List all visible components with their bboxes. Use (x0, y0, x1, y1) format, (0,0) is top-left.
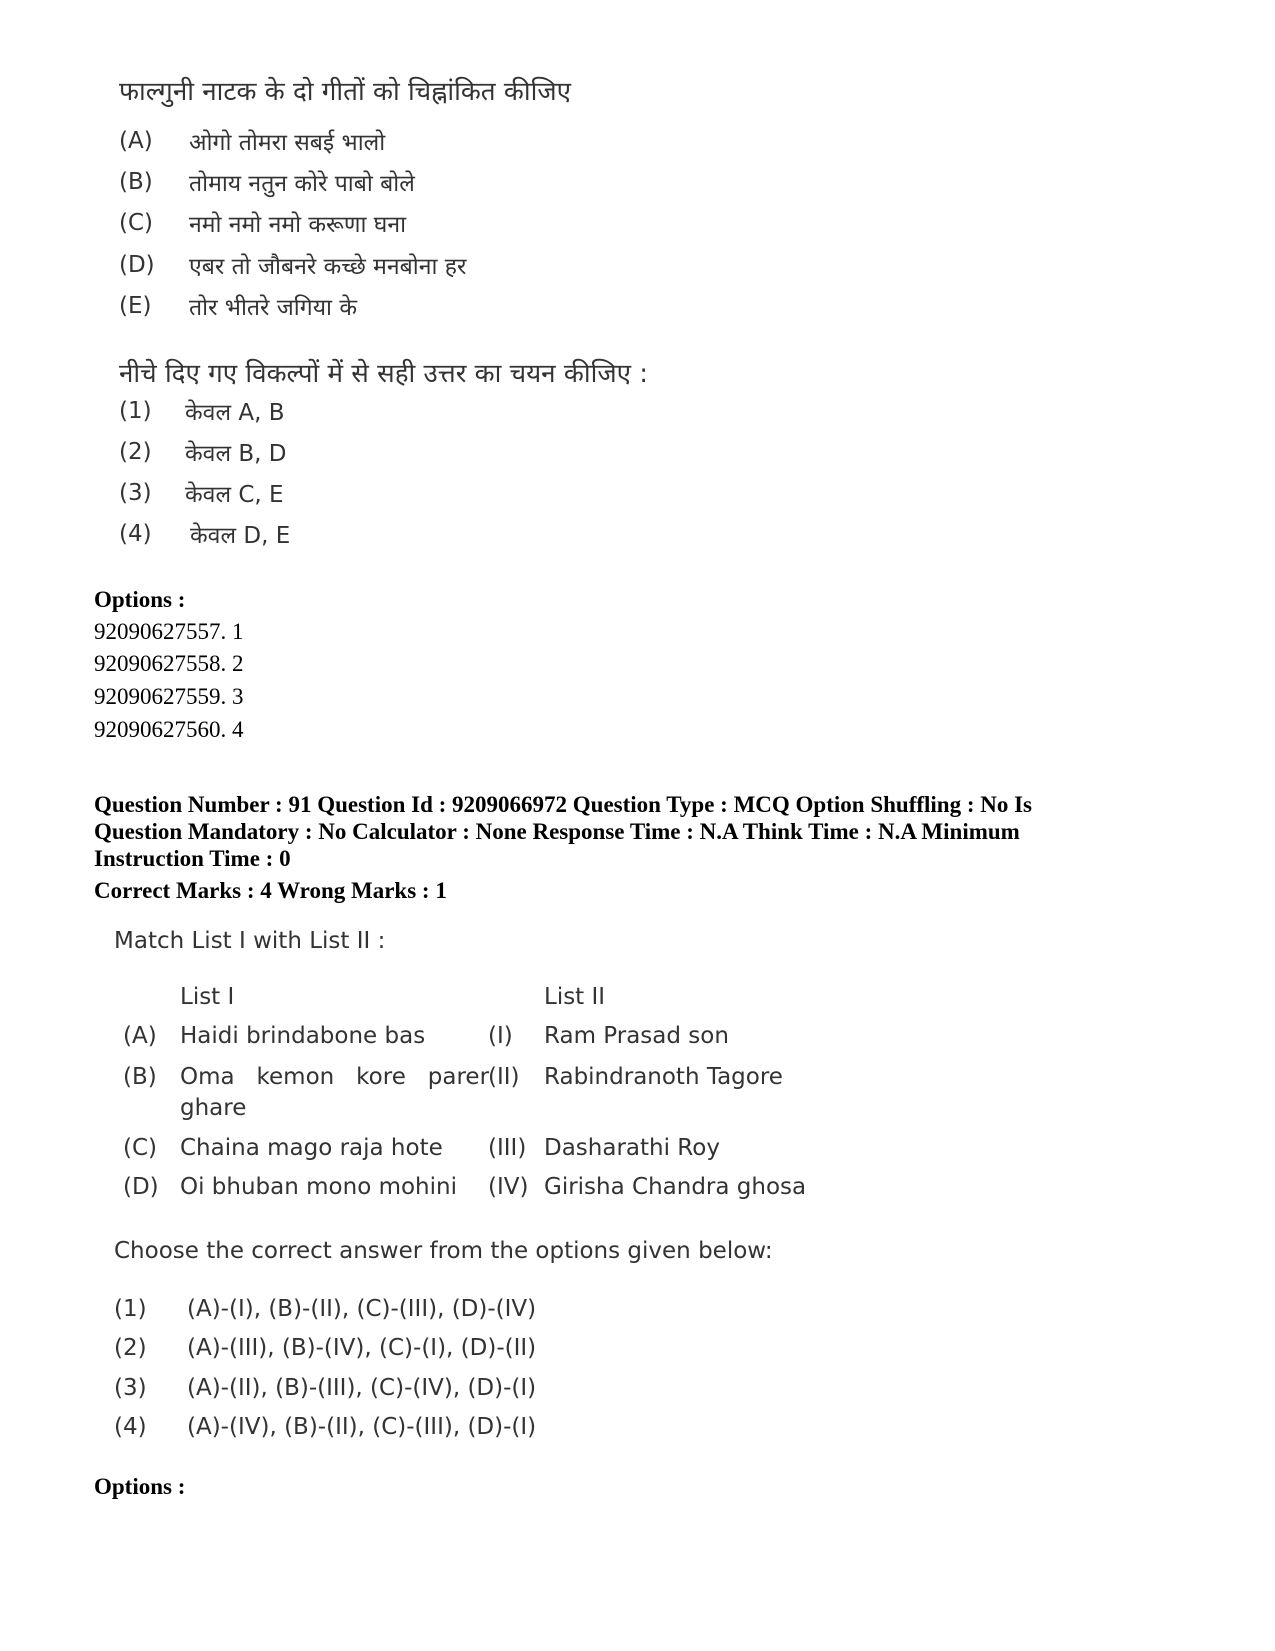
question-meta (94, 791, 1094, 872)
q90-item-text: तोमाय नतुन कोरे पाबो बोले (189, 171, 415, 197)
match-item-list2: Ram Prasad son (544, 1023, 729, 1049)
q91-choice-label: (3) (114, 1375, 147, 1401)
q91-choice-3 (114, 1371, 536, 1405)
q90-answer-3 (119, 476, 284, 510)
q91-choice-label: (1) (114, 1296, 147, 1322)
q90-item-text: ओगो तोमरा सबई भालो (189, 130, 386, 156)
list1-header: List I (180, 984, 235, 1010)
q91-choice-text: (A)-(IV), (B)-(II), (C)-(III), (D)-(I) (187, 1414, 537, 1440)
question-meta-line: Question Number : 91 Question Id : 9209066972 Question Type : MCQ Option Shuffling : No Is (94, 792, 1033, 817)
q91-title: Match List I with List II : (114, 928, 386, 954)
q90-answer-label: (1) (119, 398, 152, 424)
options-heading: Options : (94, 587, 186, 612)
q90-item-label: (A) (119, 128, 153, 154)
q91-choice-4 (114, 1410, 536, 1444)
match-label-list2: (II) (488, 1064, 520, 1090)
match-item-list1-cont: ghare (180, 1095, 247, 1121)
options-heading: Options : (94, 1474, 186, 1499)
match-label-list1: (C) (123, 1135, 158, 1161)
match-item-list2: Dasharathi Roy (544, 1135, 720, 1161)
q90-answer-text: केवल C, E (185, 482, 284, 508)
q90-item-e (119, 289, 357, 323)
match-label-list1: (D) (123, 1174, 159, 1200)
match-label-list2: (I) (488, 1023, 513, 1049)
match-label-list1: (B) (123, 1064, 157, 1090)
q90-item-a (119, 124, 385, 158)
q91-choice-label: (2) (114, 1335, 147, 1361)
q90-answer-label: (3) (119, 480, 152, 506)
match-item-list1: Oi bhuban mono mohini (180, 1174, 457, 1200)
match-item-list2: Girisha Chandra ghosa (544, 1174, 807, 1200)
question-marks: Correct Marks : 4 Wrong Marks : 1 (94, 878, 447, 903)
q90-answer-label: (2) (119, 439, 152, 465)
q91-choice-text: (A)-(I), (B)-(II), (C)-(III), (D)-(IV) (187, 1296, 537, 1322)
list2-header: List II (544, 984, 606, 1010)
q91-choice-label: (4) (114, 1414, 147, 1440)
q90-answer-label: (4) (119, 521, 152, 547)
q90-answer-text: केवल D, E (190, 523, 291, 549)
option-line: 92090627557. 1 (94, 619, 244, 644)
q90-item-text: नमो नमो नमो करूणा घना (189, 212, 407, 238)
match-label-list2: (III) (488, 1135, 527, 1161)
q91-choice-1 (114, 1292, 536, 1326)
q90-answer-2 (119, 435, 286, 469)
match-label-list2: (IV) (488, 1174, 529, 1200)
q91-choice-text: (A)-(II), (B)-(III), (C)-(IV), (D)-(I) (187, 1375, 537, 1401)
question-meta-line: Question Mandatory : No Calculator : None Response Time : N.A Think Time : N.A Minimum (94, 819, 1020, 844)
option-line: 92090627560. 4 (94, 717, 244, 742)
q91-choice-text: (A)-(III), (B)-(IV), (C)-(I), (D)-(II) (187, 1335, 537, 1361)
q90-item-d (119, 248, 466, 282)
q90-title: फाल्गुनी नाटक के दो गीतों को चिह्नांकित कीजिए (119, 77, 571, 107)
match-item-list1: Oma kemon kore parer (180, 1064, 490, 1090)
q90-item-c (119, 206, 406, 240)
q90-item-text: एबर तो जौबनरे कच्छे मनबोना हर (189, 254, 467, 280)
q90-answer-text: केवल A, B (185, 400, 285, 426)
match-item-list2: Rabindranoth Tagore (544, 1064, 783, 1090)
match-item-list1: Chaina mago raja hote (180, 1135, 443, 1161)
q90-item-text: तोर भीतरे जगिया के (189, 295, 357, 321)
option-line: 92090627559. 3 (94, 684, 244, 709)
match-item-list1: Haidi brindabone bas (180, 1023, 426, 1049)
q90-item-label: (D) (119, 252, 155, 278)
q90-answer-text: केवल B, D (185, 441, 287, 467)
match-label-list1: (A) (123, 1023, 157, 1049)
q90-item-label: (E) (119, 293, 152, 319)
q91-choice-2 (114, 1331, 536, 1365)
q90-answer-1 (119, 394, 285, 428)
option-line: 92090627558. 2 (94, 651, 244, 676)
q90-instruction: नीचे दिए गए विकल्पों में से सही उत्तर का चयन कीजिए : (119, 359, 649, 389)
q90-item-label: (B) (119, 169, 153, 195)
q90-item-label: (C) (119, 210, 154, 236)
question-meta-line: Instruction Time : 0 (94, 846, 291, 871)
q91-instruction: Choose the correct answer from the options given below: (114, 1238, 773, 1264)
q90-answer-4 (119, 517, 290, 551)
q90-item-b (119, 165, 415, 199)
